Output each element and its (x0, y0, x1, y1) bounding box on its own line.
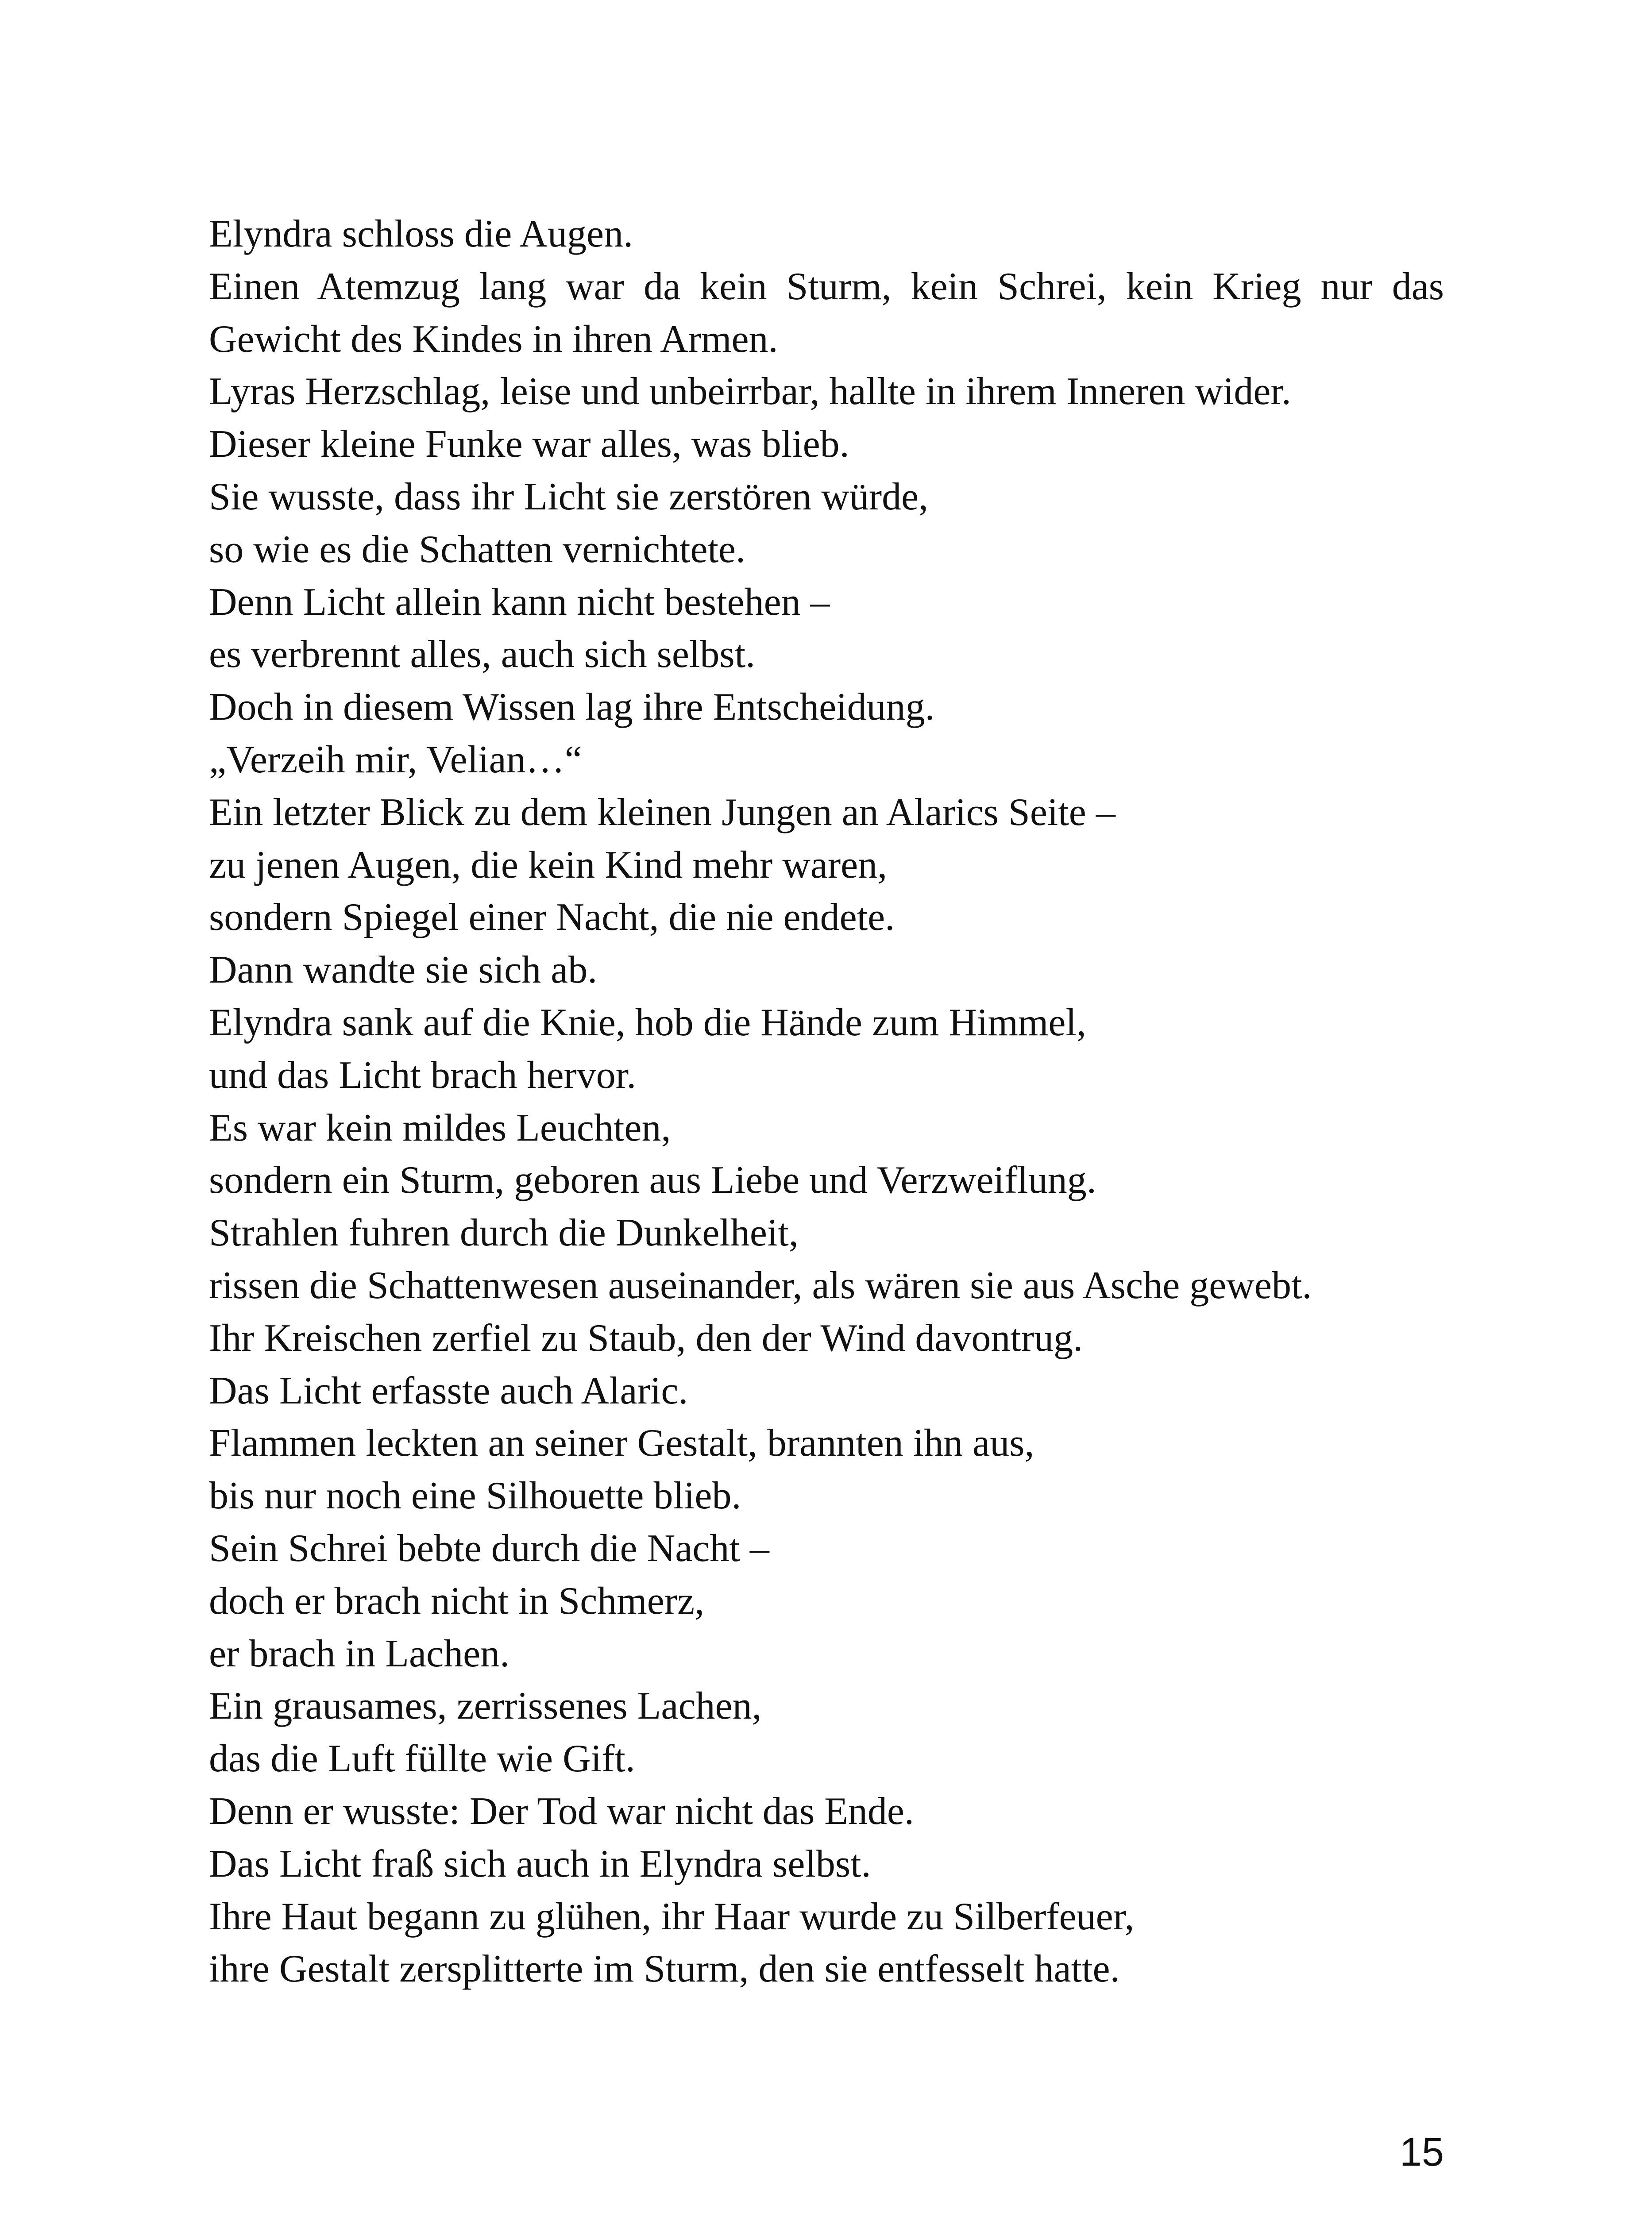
text-line: Sein Schrei bebte durch die Nacht – (209, 1527, 769, 1570)
text-line: Ihre Haut begann zu glühen, ihr Haar wurde zu Silberfeuer, (209, 1895, 1135, 1938)
page-number: 15 (1399, 2130, 1444, 2174)
text-line: bis nur noch eine Silhouette blieb. (209, 1474, 741, 1518)
text-line: so wie es die Schatten vernichtete. (209, 528, 746, 571)
text-line: Gewicht des Kindes in ihren Armen. (209, 317, 778, 361)
text-line: Ein grausames, zerrissenes Lachen, (209, 1685, 762, 1728)
text-line: Einen Atemzug lang war da kein Sturm, kein Schrei, kein Krieg nur das (209, 265, 1444, 308)
text-line: sondern Spiegel einer Nacht, die nie endete. (209, 896, 895, 939)
text-line: Ihr Kreischen zerfiel zu Staub, den der Wind davontrug. (209, 1316, 1083, 1360)
text-line: Dann wandte sie sich ab. (209, 948, 598, 992)
text-line: Elyndra schloss die Augen. (209, 212, 633, 255)
text-line: Es war kein mildes Leuchten, (209, 1106, 671, 1149)
text-line: das die Luft füllte wie Gift. (209, 1737, 635, 1781)
text-line: er brach in Lachen. (209, 1632, 510, 1675)
text-line: Ein letzter Blick zu dem kleinen Jungen an Alarics Seite – (209, 790, 1115, 834)
body-text (209, 208, 1444, 1996)
text-line: es verbrennt alles, auch sich selbst. (209, 633, 756, 676)
text-line: Flammen leckten an seiner Gestalt, brannten ihn aus, (209, 1422, 1034, 1465)
text-line: und das Licht brach hervor. (209, 1053, 637, 1097)
text-line: rissen die Schattenwesen auseinander, als wären sie aus Asche gewebt. (209, 1264, 1312, 1307)
text-line: doch er brach nicht in Schmerz, (209, 1579, 705, 1623)
text-line: Denn Licht allein kann nicht bestehen – (209, 580, 830, 624)
text-line: ihre Gestalt zersplitterte im Sturm, den sie entfesselt hatte. (209, 1947, 1120, 1991)
text-line: „Verzeih mir, Velian…“ (209, 738, 582, 781)
text-line: Dieser kleine Funke war alles, was blieb. (209, 423, 849, 466)
text-line: Elyndra sank auf die Knie, hob die Hände zum Himmel, (209, 1001, 1086, 1044)
text-line: Lyras Herzschlag, leise und unbeirrbar, hallte in ihrem Inneren wider. (209, 370, 1291, 413)
text-line: Denn er wusste: Der Tod war nicht das Ende. (209, 1789, 914, 1833)
text-line: Das Licht fraß sich auch in Elyndra selbst. (209, 1842, 871, 1885)
text-line: zu jenen Augen, die kein Kind mehr waren, (209, 843, 888, 887)
text-line: sondern ein Sturm, geboren aus Liebe und Verzweiflung. (209, 1159, 1096, 1202)
text-line: Doch in diesem Wissen lag ihre Entscheidung. (209, 686, 935, 729)
text-line: Strahlen fuhren durch die Dunkelheit, (209, 1211, 799, 1255)
text-line: Sie wusste, dass ihr Licht sie zerstören würde, (209, 475, 929, 518)
text-line: Das Licht erfasste auch Alaric. (209, 1369, 688, 1412)
